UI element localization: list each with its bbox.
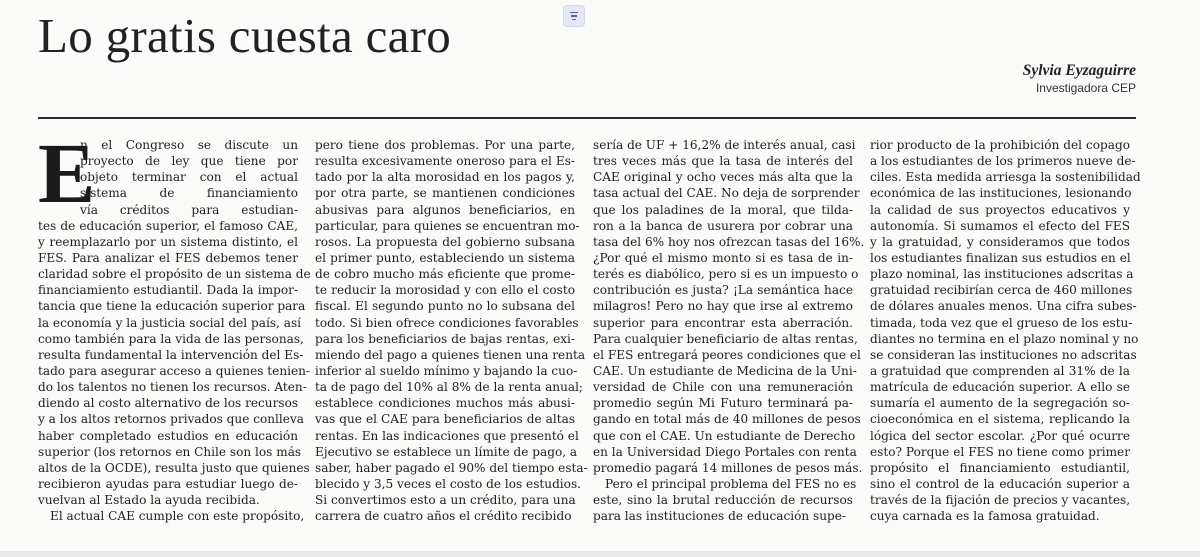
article-column-1 <box>38 125 311 524</box>
text-line: objeto terminar con el actual <box>80 170 298 185</box>
text-line: establece condiciones muchos más abusi- <box>315 396 575 411</box>
text-line: rior producto de la prohibición del copago <box>870 138 1130 152</box>
text-line: y a los altos retornos privados que conlleva <box>38 412 304 427</box>
text-line: que los paladines de la moral, que tilda- <box>593 202 853 217</box>
text-line: esto? Porque el FES no tiene como primer <box>870 444 1130 459</box>
text-line: saber, haber pagado el 90% del tiempo esta- <box>315 460 588 475</box>
text-line: El actual CAE cumple con este propósito, <box>50 509 305 524</box>
text-line: haber completado estudios en educación <box>38 428 298 443</box>
text-line: para las instituciones de educación supe- <box>593 509 847 524</box>
text-line: resulta excesivamente oneroso para el Es- <box>315 154 575 169</box>
text-line: milagros! Pero no hay que irse al extremo <box>593 299 853 314</box>
text-line: n el Congreso se discute un <box>80 138 298 152</box>
text-line: Para cualquier beneficiario de altas rentas, <box>593 331 858 346</box>
text-line: fiscal. El segundo punto no lo subsana del <box>315 299 575 314</box>
text-line: sumaría el aumento de la segregación so- <box>870 396 1130 411</box>
header-rule <box>38 117 1136 119</box>
text-line: a gratuidad que comprenden al 31% de la <box>870 363 1130 378</box>
text-line: superior (los retornos en Chile son los más <box>38 444 302 459</box>
text-line: lógica del sector escolar. ¿Por qué ocurre <box>870 428 1130 443</box>
text-line: contribución es justa? ¡La semántica hace <box>593 283 853 298</box>
text-line: de dólares anuales menos. Una cifra subes- <box>870 299 1137 314</box>
text-line: sería de UF + 16,2% de interés anual, casi <box>593 138 856 152</box>
text-line: rentas. En las indicaciones que presentó el <box>315 428 579 443</box>
text-line: tancia que tiene la educación superior para <box>38 299 306 314</box>
text-line: do los talentos no tienen los recursos. Aten- <box>38 380 307 395</box>
text-line: versidad de Chile con una remuneración <box>593 380 853 395</box>
text-line: diantes no termina en el plazo nominal y no <box>870 331 1139 346</box>
notes-icon[interactable] <box>563 5 585 27</box>
text-line: el FES entregará peores condiciones que el <box>593 347 861 362</box>
text-line: abusivas para algunos beneficiarios, en <box>315 202 575 217</box>
text-line: y reemplazarlo por un sistema distinto, el <box>38 234 298 249</box>
text-line: claridad sobre el propósito de un sistema de <box>38 267 311 282</box>
text-line: financiamiento estudiantil. Dada la impor- <box>38 283 298 298</box>
article-column-2 <box>315 137 588 524</box>
text-line: cioeconómica en el sistema, replicando la <box>870 412 1130 427</box>
text-line: Ejecutivo se establece un límite de pago, a <box>315 444 578 459</box>
text-line: como también para la vida de las personas, <box>38 331 304 346</box>
text-line: superior para encontrar esta aberración. <box>593 315 853 330</box>
text-line: Si convertimos esto a un crédito, para una <box>315 493 576 508</box>
text-line: para los beneficiarios de bajas rentas, exi- <box>315 331 575 346</box>
text-line: se consideran las instituciones no adscritas <box>870 347 1137 362</box>
author-role: Investigadora CEP <box>1035 81 1136 95</box>
text-line: FES. Para analizar el FES debemos tener <box>38 250 298 265</box>
text-line: te reducir la morosidad y con ello el costo <box>315 283 575 298</box>
text-line: particular, para quienes se encuentran mo- <box>315 218 580 233</box>
text-line: cuya carnada es la famosa gratuidad. <box>870 509 1100 524</box>
drop-cap: E <box>38 125 96 221</box>
text-line: sistema de financiamiento <box>80 186 298 201</box>
article-column-4 <box>870 137 1141 524</box>
byline <box>1023 61 1136 97</box>
text-line: tado por la alta morosidad en los pagos y, <box>315 170 575 185</box>
text-line: tasa del 6% hoy nos ofrezcan tasas del 16%. <box>593 234 865 249</box>
text-line: gando en total más de 40 millones de pesos <box>593 412 861 427</box>
text-line: través de la fijación de precios y vacantes, <box>870 493 1131 508</box>
text-line: Pero el principal problema del FES no es <box>605 476 857 491</box>
text-line: el primer punto, estableciendo un sistema <box>315 250 575 265</box>
text-line: tasa actual del CAE. No deja de sorprender <box>593 186 860 201</box>
text-line: ¿Por qué el mismo monto si es tasa de in- <box>593 250 853 265</box>
text-line: este, sino la brutal reducción de recursos <box>593 493 853 508</box>
text-line: gratuidad recibirían cerca de 460 millones <box>870 283 1133 298</box>
text-line: vuelvan al Estado la ayuda recibida. <box>38 493 260 508</box>
text-line: resulta fundamental la intervención del Es- <box>38 347 304 362</box>
text-line: vas que el CAE para beneficiarios de altas <box>315 412 575 427</box>
article-title: Lo gratis cuesta caro <box>38 8 452 63</box>
text-line: proyecto de ley que tiene por <box>80 154 298 169</box>
text-line: autonomía. Si sumamos el efecto del FES <box>870 218 1130 233</box>
text-line: matrícula de educación superior. A ello se <box>870 380 1130 395</box>
text-line: plazo nominal, las instituciones adscritas a <box>870 267 1134 282</box>
text-line: de cobro mucho más eficiente que prome- <box>315 267 575 282</box>
text-line: tado para asegurar acceso a quienes tenien- <box>38 363 311 378</box>
text-line: CAE original y ocho veces más alta que la <box>593 170 853 185</box>
text-line: tres veces más que la tasa de interés del <box>593 154 853 169</box>
text-line: por otra parte, se mantienen condiciones <box>315 186 575 201</box>
text-line: ron a la banca de usurera por cobrar una <box>593 218 853 233</box>
text-line: promedio según Mi Futuro terminará pa- <box>593 396 853 411</box>
text-line: en la Universidad Diego Portales con renta <box>593 444 857 459</box>
text-line: blecido y 3,5 veces el costo de los estudios. <box>315 476 582 491</box>
text-line: recibieron ayudas para estudiar luego de- <box>38 476 298 491</box>
text-line: carrera de cuatro años el crédito recibido <box>315 509 572 524</box>
text-line: vía créditos para estudian- <box>80 202 298 217</box>
text-line: miendo del pago a quienes tienen una renta <box>315 347 586 362</box>
article-column-3 <box>593 137 865 524</box>
text-line: económica de las instituciones, lesionando <box>870 186 1132 201</box>
text-line: a los estudiantes de los primeros nueve de- <box>870 154 1136 169</box>
text-line: inferior al sueldo mínimo y bajando la cuo- <box>315 363 578 378</box>
text-line: sino el control de la educación superior a <box>870 476 1130 491</box>
text-line: los estudiantes finalizan sus estudios en el <box>870 250 1131 265</box>
text-line: todo. Si bien ofrece condiciones favorables <box>315 315 579 330</box>
text-line: CAE. Un estudiante de Medicina de la Uni- <box>593 363 857 378</box>
text-line: la calidad de sus proyectos educativos y <box>870 202 1130 217</box>
text-line: y la gratuidad, y consideramos que todos <box>870 234 1130 249</box>
text-line: la economía y la justicia social del país, así <box>38 315 302 330</box>
text-line: altos de la OCDE), resulta justo que quienes <box>38 460 310 475</box>
text-line: timada, toda vez que el grueso de los estu- <box>870 315 1133 330</box>
text-line: terés es diabólico, pero si es un impuesto o <box>593 267 859 282</box>
text-line: ta de pago del 10% al 8% de la renta anual; <box>315 380 584 395</box>
text-line: ciles. Esta medida arriesga la sostenibilidad <box>870 170 1141 185</box>
text-line: promedio pagará 14 millones de pesos más. <box>593 460 863 475</box>
text-line: que con el CAE. Un estudiante de Derecho <box>593 428 856 443</box>
text-line: pero tiene dos problemas. Por una parte, <box>315 138 575 152</box>
text-line: tes de educación superior, el famoso CAE, <box>38 218 298 233</box>
text-line: propósito el financiamiento estudiantil, <box>870 460 1130 475</box>
bottom-edge <box>0 551 1200 557</box>
author-name: Sylvia Eyzaguirre <box>1022 62 1136 79</box>
text-line: diendo al costo alternativo de los recursos <box>38 396 299 411</box>
text-line: rosos. La propuesta del gobierno subsana <box>315 234 575 249</box>
